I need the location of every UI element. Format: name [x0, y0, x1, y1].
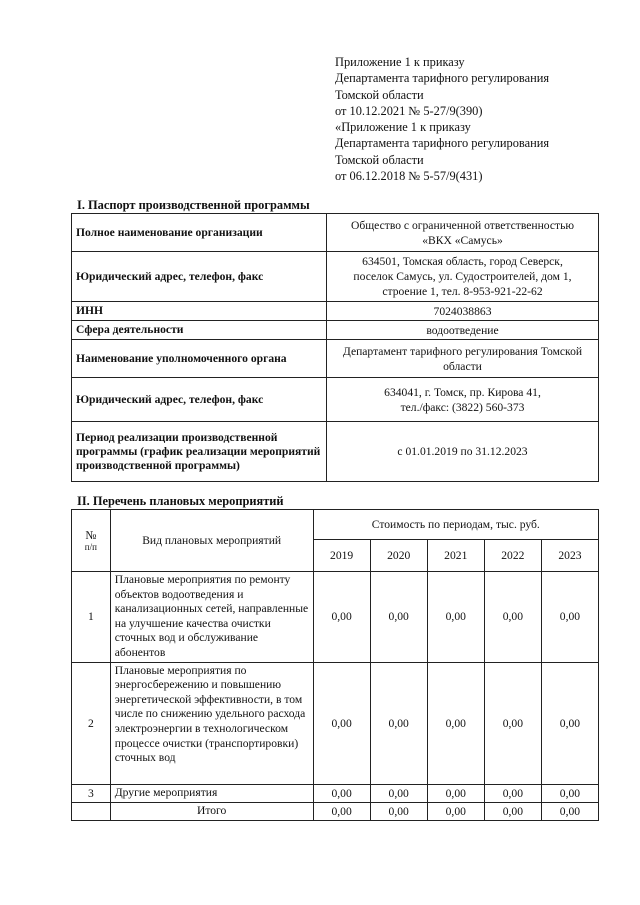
activity-name: Плановые мероприятия по энергосбережению и повышению энергетической эффективности, в том числе по снижению удельного расхода электроэнергии в технологическом процессе очистки (транспортировки) сточных вод: [110, 662, 313, 784]
table-row: [72, 321, 599, 340]
activity-name: Плановые мероприятия по ремонту объектов водоотведения и канализационных сетей, направленные на улучшение качества очистки сточных вод и обслуживание абонентов: [110, 572, 313, 663]
cost-cell: 0,00: [427, 662, 484, 784]
cost-cell: 0,00: [484, 572, 541, 663]
passport-label: Сфера деятельности: [72, 321, 327, 340]
cost-cell: 0,00: [541, 662, 598, 784]
value-line: строение 1, тел. 8-953-921-22-62: [382, 285, 543, 298]
value-line: области: [443, 359, 482, 373]
total-cell: 0,00: [541, 802, 598, 820]
table-row: [72, 340, 599, 378]
total-row: [72, 802, 599, 820]
passport-label: Наименование уполномоченного органа: [72, 340, 327, 378]
value-line: водоотведение: [426, 323, 499, 337]
table-row: [72, 572, 599, 663]
plan-title: II. Перечень плановых мероприятий: [77, 494, 284, 508]
plan-table: [71, 509, 599, 821]
activity-name: Другие мероприятия: [110, 784, 313, 802]
col-number-header: [72, 510, 111, 572]
cost-cell: 0,00: [484, 784, 541, 802]
col-cost-header: Стоимость по периодам, тыс. руб.: [313, 510, 598, 540]
passport-value: [327, 214, 599, 252]
header-line: Томской области: [335, 87, 424, 102]
row-number: [72, 802, 111, 820]
cost-cell: 0,00: [541, 572, 598, 663]
total-cell: 0,00: [370, 802, 427, 820]
year-header: 2023: [541, 540, 598, 572]
total-cell: 0,00: [484, 802, 541, 820]
cost-cell: 0,00: [541, 784, 598, 802]
cost-cell: 0,00: [427, 784, 484, 802]
year-header: 2019: [313, 540, 370, 572]
value-line: с 01.01.2019 по 31.12.2023: [397, 445, 528, 458]
header-line: Департамента тарифного регулирования: [335, 136, 550, 151]
cost-cell: 0,00: [313, 572, 370, 663]
passport-label: Юридический адрес, телефон, факс: [72, 378, 327, 422]
table-row: [72, 214, 599, 252]
row-number: 1: [72, 572, 111, 663]
passport-label: Полное наименование организации: [72, 214, 327, 252]
value-line: «ВКХ «Самусь»: [422, 233, 503, 247]
passport-label: ИНН: [72, 302, 327, 321]
value-line: 7024038863: [433, 304, 492, 318]
passport-label: Период реализации производственной программы (график реализации мероприятий производственной программы): [72, 422, 327, 482]
passport-label: Юридический адрес, телефон, факс: [72, 252, 327, 302]
total-cell: 0,00: [313, 802, 370, 820]
cost-cell: 0,00: [370, 662, 427, 784]
total-cell: 0,00: [427, 802, 484, 820]
year-header: 2020: [370, 540, 427, 572]
passport-value: [327, 321, 599, 340]
table-header-row: [72, 510, 599, 540]
passport-value: [327, 302, 599, 321]
header-line: Департамента тарифного регулирования: [335, 71, 550, 86]
table-row: [72, 422, 599, 482]
cost-cell: 0,00: [427, 572, 484, 663]
col-name-header: Вид плановых мероприятий: [110, 510, 313, 572]
value-line: Департамент тарифного регулирования Томской: [342, 344, 583, 358]
value-line: тел./факс: (3822) 560-373: [400, 400, 525, 414]
table-row: [72, 784, 599, 802]
table-row: [72, 252, 599, 302]
year-header: 2022: [484, 540, 541, 572]
header-line: Приложение 1 к приказу: [335, 55, 465, 69]
passport-value: [327, 422, 599, 482]
cost-cell: 0,00: [370, 572, 427, 663]
number-abbr: п/п: [84, 542, 97, 552]
value-line: поселок Самусь, ул. Судостроителей, дом 1,: [353, 270, 572, 283]
cost-cell: 0,00: [370, 784, 427, 802]
row-number: 3: [72, 784, 111, 802]
header-line: от 10.12.2021 № 5-27/9(390): [335, 103, 483, 118]
header-line: «Приложение 1 к приказу: [335, 120, 471, 135]
table-row: [72, 378, 599, 422]
row-number: 2: [72, 662, 111, 784]
table-row: [72, 662, 599, 784]
value-line: Общество с ограниченной ответственностью: [350, 218, 575, 232]
table-row: [72, 302, 599, 321]
value-line: 634501, Томская область, город Северск,: [362, 255, 563, 268]
year-header: 2021: [427, 540, 484, 572]
passport-title: I. Паспорт производственной программы: [77, 198, 310, 212]
cost-cell: 0,00: [313, 662, 370, 784]
value-line: 634041, г. Томск, пр. Кирова 41,: [384, 385, 541, 399]
number-sign: №: [85, 529, 97, 542]
passport-value: [327, 378, 599, 422]
passport-value: [327, 252, 599, 302]
passport-table: [71, 213, 599, 482]
appendix-header: [335, 54, 625, 184]
header-line: Томской области: [335, 152, 424, 167]
passport-value: [327, 340, 599, 378]
header-line: от 06.12.2018 № 5-57/9(431): [335, 169, 483, 184]
cost-cell: 0,00: [484, 662, 541, 784]
total-label: Итого: [110, 802, 313, 820]
cost-cell: 0,00: [313, 784, 370, 802]
